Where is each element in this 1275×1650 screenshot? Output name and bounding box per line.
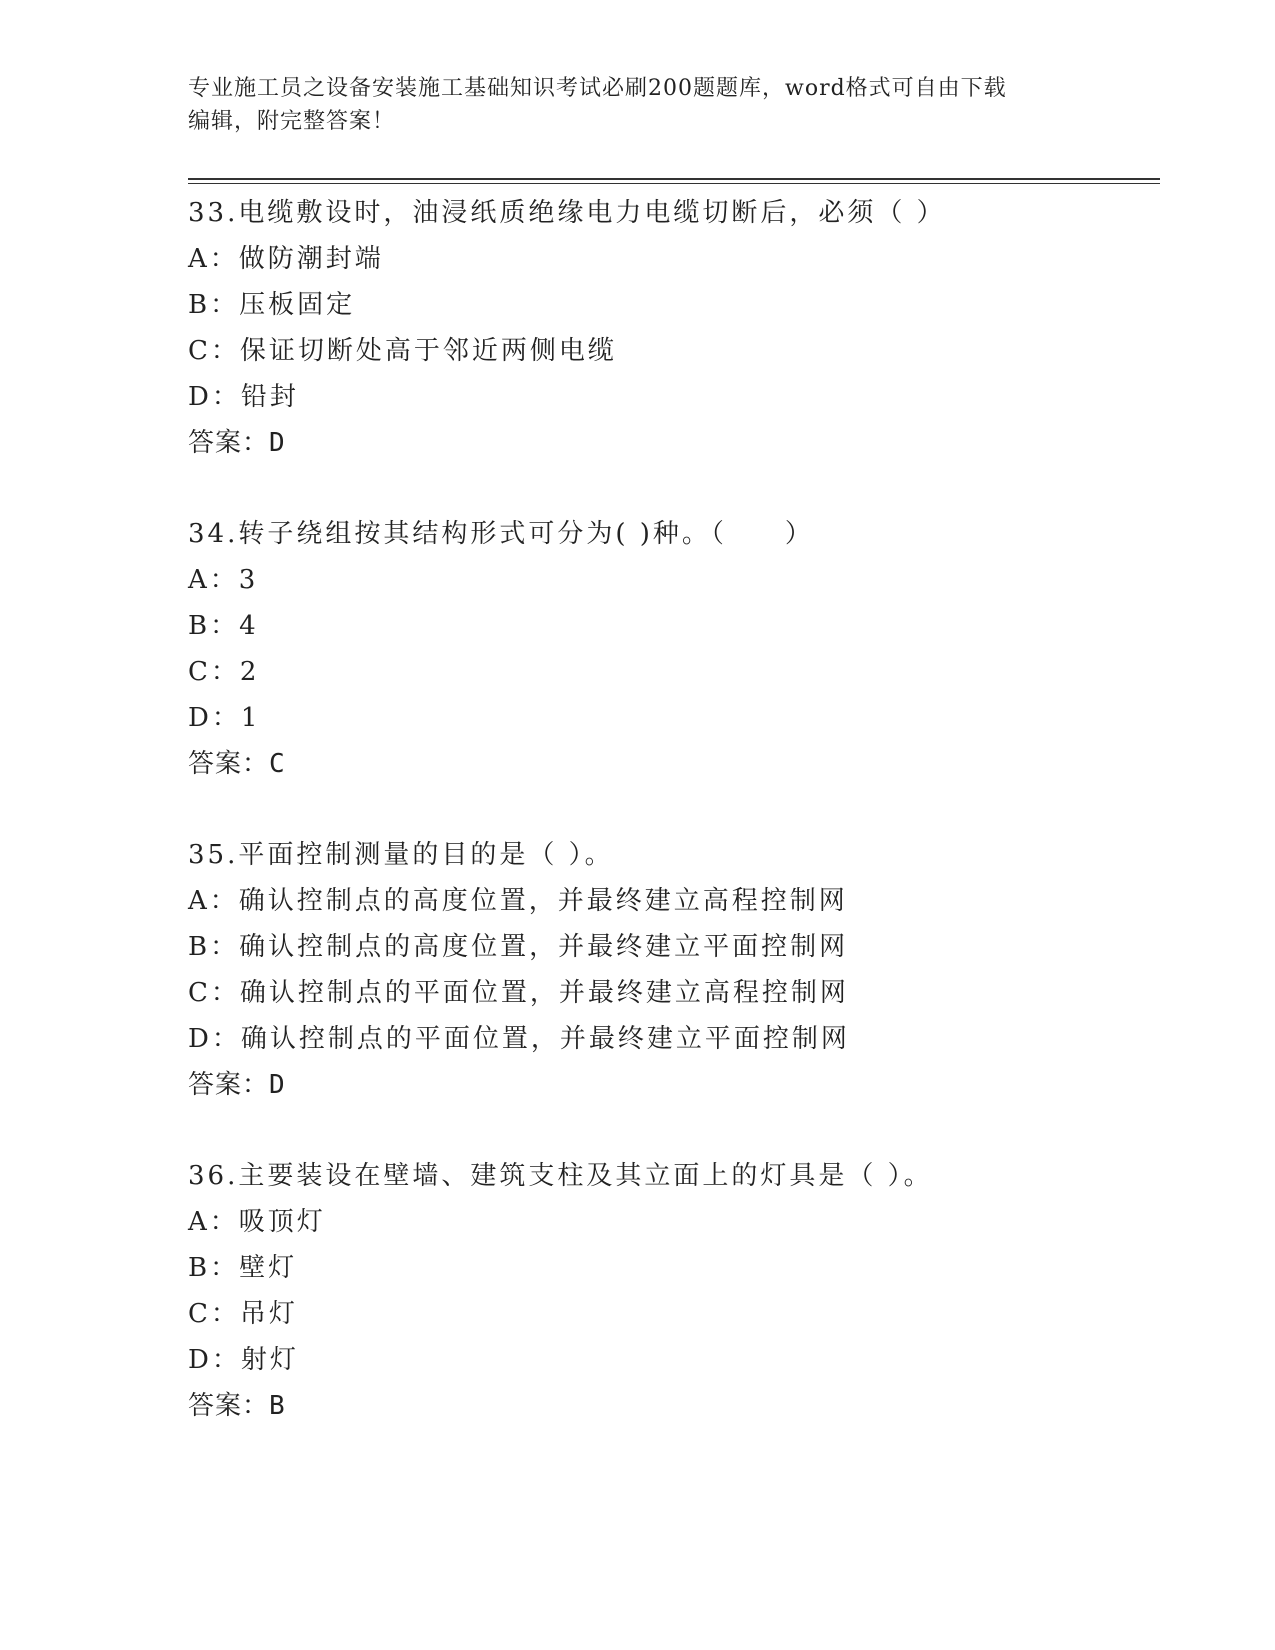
question-stem: 33.电缆敷设时，油浸纸质绝缘电力电缆切断后，必须（ ） <box>188 198 946 228</box>
answer-line: 答案：B <box>188 1391 286 1421</box>
question-35 <box>188 832 1188 1108</box>
question-34 <box>188 511 1188 787</box>
option-c: C：2 <box>188 657 260 687</box>
option-a: A：3 <box>188 565 259 595</box>
header-divider-thick <box>188 178 1160 180</box>
header-line-1: 专业施工员之设备安装施工基础知识考试必刷200题题库，word格式可自由下载 <box>188 76 1007 101</box>
question-stem: 35.平面控制测量的目的是（ ）。 <box>188 840 614 870</box>
question-33 <box>188 190 1188 466</box>
option-b: B：确认控制点的高度位置，并最终建立平面控制网 <box>188 932 849 962</box>
document-header <box>188 72 1088 138</box>
option-b: B：壁灯 <box>188 1253 298 1283</box>
option-d: D：射灯 <box>188 1345 299 1375</box>
question-stem: 34.转子绕组按其结构形式可分为( )种。（ ） <box>188 519 814 549</box>
option-d: D：1 <box>188 703 261 733</box>
option-c: C：保证切断处高于邻近两侧电缆 <box>188 336 617 366</box>
option-a: A：确认控制点的高度位置，并最终建立高程控制网 <box>188 886 848 916</box>
option-c: C：吊灯 <box>188 1299 298 1329</box>
question-stem: 36.主要装设在壁墙、建筑支柱及其立面上的灯具是（ ）。 <box>188 1161 933 1191</box>
option-d: D：确认控制点的平面位置，并最终建立平面控制网 <box>188 1024 850 1054</box>
answer-line: 答案：D <box>188 428 286 458</box>
option-a: A：吸顶灯 <box>188 1207 326 1237</box>
option-d: D：铅封 <box>188 382 299 412</box>
answer-line: 答案：D <box>188 1070 286 1100</box>
option-b: B：压板固定 <box>188 290 356 320</box>
option-b: B：4 <box>188 611 259 641</box>
question-list <box>188 190 1188 1474</box>
header-divider-thin <box>188 183 1160 184</box>
header-line-2: 编辑，附完整答案！ <box>188 109 396 134</box>
option-c: C：确认控制点的平面位置，并最终建立高程控制网 <box>188 978 849 1008</box>
answer-line: 答案：C <box>188 749 286 779</box>
option-a: A：做防潮封端 <box>188 244 384 274</box>
question-36 <box>188 1153 1188 1429</box>
